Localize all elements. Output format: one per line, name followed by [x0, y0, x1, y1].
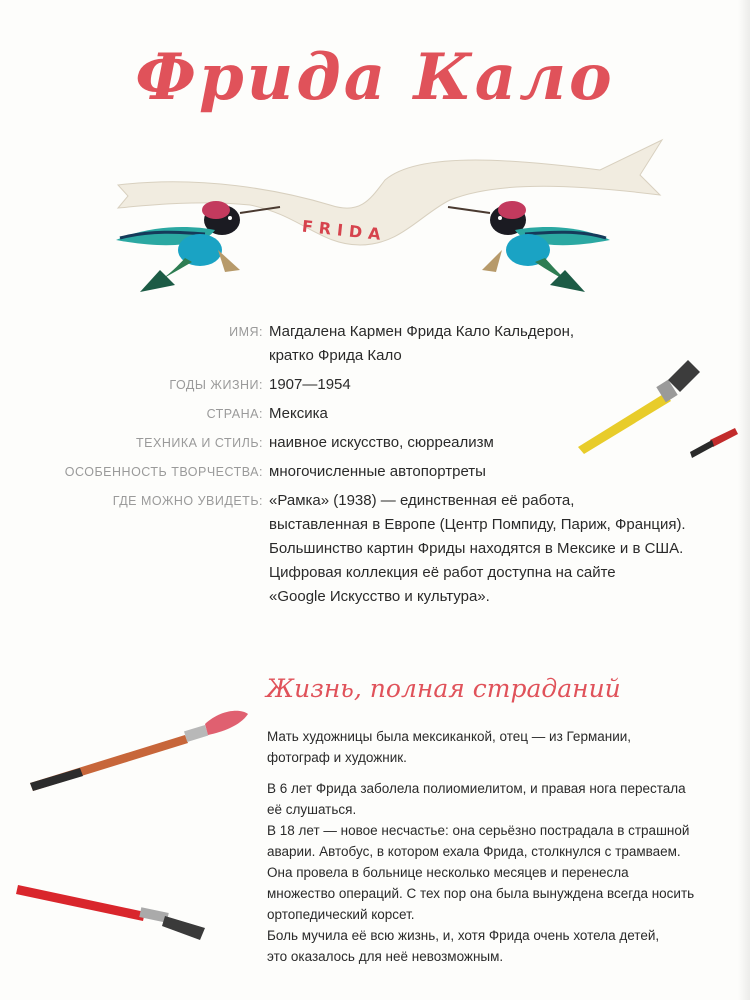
info-label: ТЕХНИКА И СТИЛЬ:	[136, 436, 263, 450]
info-value	[269, 402, 328, 426]
text-line: Она провела в больнице несколько месяцев и перенесла	[267, 865, 629, 880]
text-line: Боль мучила её всю жизнь, и, хотя Фрида очень хотела детей,	[267, 928, 660, 943]
text-line: аварии. Автобус, в котором ехала Фрида, столкнулся с трамваем.	[267, 844, 681, 859]
text-line: В 6 лет Фрида заболела полиомиелитом, и правая нога перестала	[267, 781, 686, 796]
section-body	[267, 726, 707, 977]
info-value	[269, 373, 351, 397]
text-line: это оказалось для неё невозможным.	[267, 949, 504, 964]
info-label: ГОДЫ ЖИЗНИ:	[169, 378, 263, 392]
info-line: «Рамка» (1938) — единственная её работа,	[269, 492, 575, 509]
info-label: ИМЯ:	[229, 325, 263, 339]
info-line: кратко Фрида Кало	[269, 347, 402, 364]
info-label: ОСОБЕННОСТЬ ТВОРЧЕСТВА:	[64, 465, 263, 479]
info-value	[269, 489, 686, 609]
info-row-feature	[20, 460, 720, 484]
info-line: многочисленные автопортреты	[269, 463, 486, 480]
info-row-country	[20, 402, 720, 426]
info-label: ГДЕ МОЖНО УВИДЕТЬ:	[112, 494, 263, 508]
text-line: Мать художницы была мексиканкой, отец — из Германии,	[267, 729, 632, 744]
info-line: Цифровая коллекция её работ доступна на сайте	[269, 564, 616, 581]
paragraph	[267, 778, 707, 967]
info-value	[269, 431, 494, 455]
info-line: наивное искусство, сюрреализм	[269, 434, 494, 451]
info-line: выставленная в Европе (Центр Помпиду, Париж, Франция).	[269, 516, 686, 533]
text-line: её слушаться.	[267, 802, 357, 817]
text-line: фотограф и художник.	[267, 750, 407, 765]
info-line: Магдалена Кармен Фрида Кало Кальдерон,	[269, 323, 575, 340]
text-line: ортопедический корсет.	[267, 907, 415, 922]
info-line: Мексика	[269, 405, 328, 422]
info-label: СТРАНА:	[206, 407, 263, 421]
paintbrush-icon	[30, 711, 248, 791]
info-row-style	[20, 431, 720, 455]
text-line: множество операций. С тех пор она была вынуждена всегда носить	[267, 886, 695, 901]
paintbrush-icon	[16, 885, 205, 940]
info-table	[20, 320, 720, 614]
info-value	[269, 460, 486, 484]
hummingbird-icon	[448, 201, 610, 292]
info-row-years	[20, 373, 720, 397]
info-line: «Google Искусство и культура».	[269, 588, 490, 605]
page-title: Фрида Кало	[135, 40, 615, 115]
info-value	[269, 320, 574, 368]
info-row-name	[20, 320, 720, 368]
paragraph	[267, 726, 707, 768]
text-line: В 18 лет — новое несчастье: она серьёзно пострадала в страшной	[267, 823, 690, 838]
hummingbird-icon	[116, 201, 280, 292]
info-line: Большинство картин Фриды находятся в Мексике и в США.	[269, 540, 684, 557]
banner-text: FRIDA	[301, 216, 388, 245]
section-heading: Жизнь, полная страданий	[266, 674, 621, 703]
info-row-where	[20, 489, 720, 609]
info-line: 1907—1954	[269, 376, 351, 393]
